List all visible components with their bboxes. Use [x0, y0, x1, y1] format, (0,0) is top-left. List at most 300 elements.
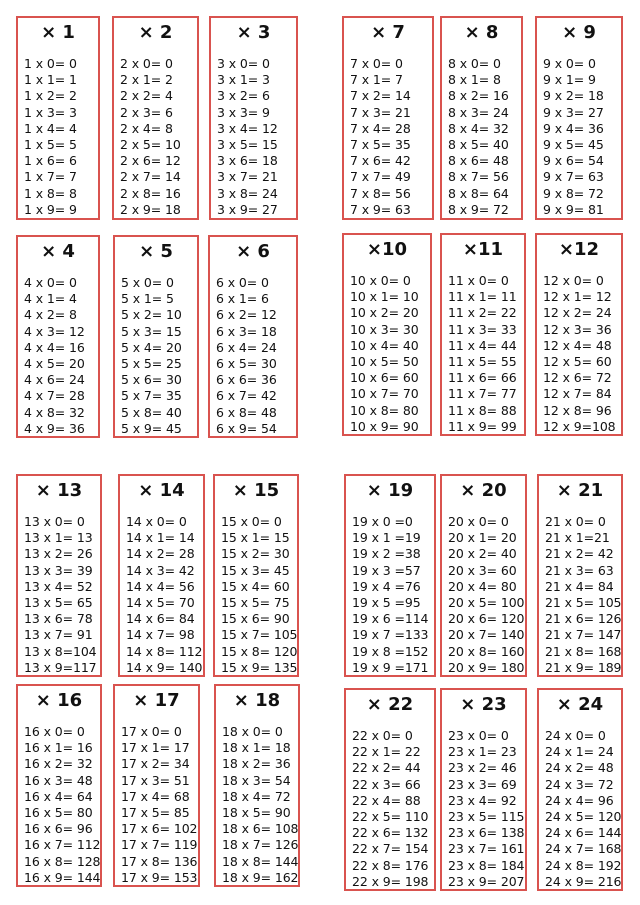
table-row: 22 x 8= 176: [352, 857, 429, 873]
table-row: 6 x 5= 30: [216, 356, 277, 372]
table-row: 11 x 8= 88: [448, 402, 517, 418]
table-row: 1 x 3= 3: [24, 104, 77, 120]
table-title: ×12: [558, 239, 600, 260]
table-rows: [545, 728, 622, 890]
table-row: 15 x 9= 135: [221, 659, 298, 675]
table-title: × 13: [35, 480, 83, 501]
table-row: 20 x 7= 140: [448, 627, 525, 643]
table-row: 22 x 5= 110: [352, 809, 429, 825]
table-rows: [352, 514, 432, 676]
times-table-card: [16, 16, 100, 220]
table-rows: [217, 56, 294, 218]
table-row: 13 x 5= 65: [24, 595, 93, 611]
table-row: 9 x 2= 18: [543, 88, 604, 104]
table-row: 10 x 4= 40: [350, 337, 419, 353]
table-row: 6 x 0= 0: [216, 275, 269, 290]
table-row: 1 x 6= 6: [24, 153, 77, 169]
table-title: × 1: [41, 22, 75, 43]
table-title: × 3: [236, 22, 271, 43]
table-row: 5 x 5= 25: [121, 356, 182, 372]
times-table-card: [537, 688, 623, 891]
table-row: 10 x 2= 20: [350, 305, 419, 321]
table-row: 14 x 0= 0: [126, 514, 187, 529]
table-row: 21 x 3= 63: [545, 562, 614, 578]
table-row: 13 x 8=104: [24, 643, 97, 659]
table-row: 17 x 2= 34: [121, 756, 190, 772]
table-row: 20 x 9= 180: [448, 659, 525, 675]
table-row: 5 x 7= 35: [121, 388, 182, 404]
table-row: 21 x 8= 168: [545, 643, 622, 659]
times-table-card: [209, 16, 298, 220]
times-table-card: [113, 235, 199, 438]
table-row: 20 x 3= 60: [448, 562, 517, 578]
table-row: 10 x 7= 70: [350, 386, 419, 402]
times-table-card: [440, 688, 527, 891]
table-row: 19 x 0 =0: [352, 514, 413, 529]
table-title: × 9: [562, 22, 596, 43]
table-row: 15 x 7= 105: [221, 627, 298, 643]
table-row: 14 x 3= 42: [126, 562, 195, 578]
table-row: 8 x 6= 48: [448, 153, 509, 169]
times-table-card: [344, 474, 436, 677]
times-table-card: [113, 684, 200, 887]
table-row: 19 x 9 =171: [352, 659, 429, 675]
table-row: 10 x 3= 30: [350, 321, 419, 337]
table-row: 2 x 3= 6: [120, 104, 173, 120]
table-row: 3 x 4= 12: [217, 120, 278, 136]
table-row: 16 x 2= 32: [24, 756, 93, 772]
table-row: 20 x 2= 40: [448, 546, 517, 562]
table-row: 8 x 9= 72: [448, 201, 509, 217]
table-row: 22 x 9= 198: [352, 873, 429, 889]
table-row: 12 x 2= 24: [543, 305, 612, 321]
table-row: 7 x 7= 49: [350, 169, 411, 185]
table-rows: [448, 273, 522, 435]
table-row: 23 x 6= 138: [448, 825, 525, 841]
table-rows: [221, 514, 298, 676]
table-rows: [350, 56, 430, 218]
table-row: 9 x 7= 63: [543, 169, 604, 185]
table-row: 19 x 4 =76: [352, 578, 421, 594]
table-title: × 15: [232, 480, 280, 501]
times-table-card: [440, 16, 523, 220]
table-row: 11 x 4= 44: [448, 337, 517, 353]
table-title: × 18: [233, 690, 281, 711]
table-rows: [543, 56, 619, 218]
table-row: 24 x 0= 0: [545, 728, 606, 743]
table-row: 2 x 9= 18: [120, 201, 181, 217]
table-row: 12 x 0= 0: [543, 273, 604, 288]
table-row: 2 x 0= 0: [120, 56, 173, 71]
table-row: 6 x 3= 18: [216, 323, 277, 339]
times-table-card: [118, 474, 205, 677]
table-row: 4 x 6= 24: [24, 372, 85, 388]
table-row: 11 x 6= 66: [448, 370, 517, 386]
table-row: 15 x 2= 30: [221, 546, 290, 562]
table-row: 5 x 8= 40: [121, 404, 182, 420]
table-row: 18 x 7= 126: [222, 837, 299, 853]
table-row: 14 x 8= 112: [126, 643, 203, 659]
table-row: 17 x 0= 0: [121, 724, 182, 739]
table-row: 17 x 4= 68: [121, 788, 190, 804]
table-row: 9 x 1= 9: [543, 72, 596, 88]
times-table-card: [16, 684, 102, 887]
table-title: ×10: [366, 239, 408, 260]
table-row: 3 x 9= 27: [217, 201, 278, 217]
table-row: 15 x 8= 120: [221, 643, 298, 659]
table-title: × 8: [464, 22, 499, 43]
table-row: 1 x 1= 1: [24, 72, 77, 88]
table-row: 10 x 1= 10: [350, 289, 419, 305]
table-row: 24 x 9= 216: [545, 873, 622, 889]
table-row: 19 x 3 =57: [352, 562, 421, 578]
table-title: × 16: [35, 690, 83, 711]
table-row: 1 x 4= 4: [24, 120, 77, 136]
table-row: 22 x 3= 66: [352, 776, 421, 792]
table-row: 14 x 7= 98: [126, 627, 195, 643]
times-table-card: [213, 474, 299, 677]
table-rows: [216, 275, 294, 437]
table-row: 20 x 6= 120: [448, 611, 525, 627]
table-rows: [24, 514, 98, 676]
table-row: 23 x 0= 0: [448, 728, 509, 743]
table-row: 22 x 7= 154: [352, 841, 429, 857]
table-row: 12 x 4= 48: [543, 337, 612, 353]
table-rows: [448, 728, 523, 890]
table-row: 15 x 0= 0: [221, 514, 282, 529]
table-rows: [121, 275, 195, 437]
table-row: 21 x 9= 189: [545, 659, 622, 675]
table-row: 24 x 3= 72: [545, 776, 614, 792]
table-row: 5 x 0= 0: [121, 275, 174, 290]
table-row: 21 x 6= 126: [545, 611, 622, 627]
table-row: 18 x 1= 18: [222, 740, 291, 756]
table-row: 18 x 3= 54: [222, 772, 291, 788]
table-row: 7 x 6= 42: [350, 153, 411, 169]
table-row: 16 x 9= 144: [24, 869, 101, 885]
times-table-card: [440, 233, 526, 436]
table-rows: [352, 728, 432, 890]
table-row: 23 x 9= 207: [448, 873, 525, 889]
table-row: 4 x 5= 20: [24, 356, 85, 372]
table-title: × 5: [139, 241, 173, 262]
table-row: 16 x 1= 16: [24, 740, 93, 756]
table-row: 8 x 8= 64: [448, 185, 509, 201]
times-table-card: [537, 474, 623, 677]
table-row: 11 x 3= 33: [448, 321, 517, 337]
table-rows: [120, 56, 195, 218]
table-row: 17 x 5= 85: [121, 805, 190, 821]
table-row: 12 x 3= 36: [543, 321, 612, 337]
table-rows: [121, 724, 196, 886]
table-row: 14 x 4= 56: [126, 578, 195, 594]
table-row: 1 x 0= 0: [24, 56, 77, 71]
table-row: 16 x 8= 128: [24, 853, 101, 869]
table-row: 11 x 1= 11: [448, 289, 517, 305]
table-row: 13 x 1= 13: [24, 530, 93, 546]
table-row: 23 x 8= 184: [448, 857, 525, 873]
table-row: 5 x 1= 5: [121, 291, 174, 307]
table-row: 6 x 4= 24: [216, 339, 277, 355]
times-table-card: [535, 16, 623, 220]
table-row: 6 x 2= 12: [216, 307, 277, 323]
table-row: 21 x 1=21: [545, 530, 610, 546]
table-row: 6 x 1= 6: [216, 291, 269, 307]
table-row: 4 x 1= 4: [24, 291, 77, 307]
table-row: 7 x 8= 56: [350, 185, 411, 201]
table-rows: [448, 514, 523, 676]
table-title: × 21: [556, 480, 604, 501]
times-table-card: [16, 474, 102, 677]
table-row: 20 x 5= 100: [448, 595, 525, 611]
table-row: 9 x 8= 72: [543, 185, 604, 201]
table-row: 2 x 7= 14: [120, 169, 181, 185]
times-table-card: [344, 688, 436, 891]
table-row: 8 x 5= 40: [448, 137, 509, 153]
table-row: 4 x 9= 36: [24, 420, 85, 436]
table-row: 19 x 1 =19: [352, 530, 421, 546]
table-rows: [24, 56, 96, 218]
table-row: 24 x 6= 144: [545, 825, 622, 841]
table-row: 21 x 0= 0: [545, 514, 606, 529]
table-row: 15 x 4= 60: [221, 578, 290, 594]
table-row: 20 x 0= 0: [448, 514, 509, 529]
table-row: 17 x 7= 119: [121, 837, 198, 853]
table-title: × 14: [138, 480, 185, 501]
table-row: 17 x 6= 102: [121, 821, 198, 837]
times-table-card: [112, 16, 199, 220]
table-row: 9 x 4= 36: [543, 120, 604, 136]
table-row: 10 x 0= 0: [350, 273, 411, 288]
table-row: 3 x 1= 3: [217, 72, 270, 88]
table-rows: [448, 56, 519, 218]
table-row: 19 x 6 =114: [352, 611, 429, 627]
table-row: 16 x 7= 112: [24, 837, 101, 853]
table-title: × 19: [366, 480, 414, 501]
table-row: 1 x 8= 8: [24, 185, 77, 201]
table-row: 13 x 9=117: [24, 659, 97, 675]
table-row: 10 x 9= 90: [350, 418, 419, 434]
table-row: 1 x 9= 9: [24, 201, 77, 217]
table-row: 21 x 2= 42: [545, 546, 614, 562]
table-row: 24 x 4= 96: [545, 792, 614, 808]
table-row: 1 x 5= 5: [24, 137, 77, 153]
table-rows: [543, 273, 619, 435]
table-row: 18 x 2= 36: [222, 756, 291, 772]
table-row: 2 x 2= 4: [120, 88, 173, 104]
table-row: 19 x 8 =152: [352, 643, 429, 659]
table-row: 7 x 0= 0: [350, 56, 403, 71]
table-row: 8 x 7= 56: [448, 169, 509, 185]
table-rows: [24, 724, 101, 886]
table-row: 15 x 1= 15: [221, 530, 290, 546]
times-table-card: [342, 16, 434, 220]
table-row: 24 x 1= 24: [545, 744, 614, 760]
table-row: 10 x 5= 50: [350, 354, 419, 370]
table-row: 18 x 6= 108: [222, 821, 299, 837]
table-row: 14 x 9= 140: [126, 659, 203, 675]
table-row: 6 x 8= 48: [216, 404, 277, 420]
table-title: × 6: [236, 241, 270, 262]
table-title: × 23: [460, 694, 507, 715]
table-row: 12 x 5= 60: [543, 354, 612, 370]
table-row: 12 x 6= 72: [543, 370, 612, 386]
table-row: 9 x 3= 27: [543, 104, 604, 120]
table-row: 1 x 7= 7: [24, 169, 77, 185]
table-row: 16 x 5= 80: [24, 805, 93, 821]
table-row: 22 x 4= 88: [352, 792, 421, 808]
table-row: 3 x 3= 9: [217, 104, 270, 120]
table-row: 4 x 2= 8: [24, 307, 77, 323]
table-row: 23 x 3= 69: [448, 776, 517, 792]
table-row: 16 x 4= 64: [24, 788, 93, 804]
table-row: 15 x 6= 90: [221, 611, 290, 627]
table-row: 5 x 9= 45: [121, 420, 182, 436]
table-row: 16 x 6= 96: [24, 821, 93, 837]
table-row: 10 x 8= 80: [350, 402, 419, 418]
table-title: × 24: [556, 694, 604, 715]
table-row: 17 x 9= 153: [121, 869, 198, 885]
table-row: 24 x 7= 168: [545, 841, 622, 857]
table-row: 3 x 5= 15: [217, 137, 278, 153]
table-row: 17 x 8= 136: [121, 853, 198, 869]
table-row: 5 x 3= 15: [121, 323, 182, 339]
table-row: 18 x 0= 0: [222, 724, 283, 739]
table-row: 7 x 1= 7: [350, 72, 403, 88]
table-row: 24 x 5= 120: [545, 809, 622, 825]
table-row: 8 x 2= 16: [448, 88, 509, 104]
table-row: 23 x 4= 92: [448, 792, 517, 808]
table-row: 2 x 4= 8: [120, 120, 173, 136]
table-row: 23 x 5= 115: [448, 809, 525, 825]
table-row: 5 x 2= 10: [121, 307, 182, 323]
table-row: 9 x 6= 54: [543, 153, 604, 169]
table-row: 9 x 0= 0: [543, 56, 596, 71]
table-row: 15 x 5= 75: [221, 595, 290, 611]
table-row: 5 x 6= 30: [121, 372, 182, 388]
table-title: × 2: [138, 22, 173, 43]
table-row: 13 x 7= 91: [24, 627, 93, 643]
table-title: ×11: [462, 239, 504, 260]
table-row: 8 x 1= 8: [448, 72, 501, 88]
table-row: 4 x 8= 32: [24, 404, 85, 420]
table-title: × 7: [371, 22, 405, 43]
times-table-card: [440, 474, 527, 677]
table-title: × 4: [41, 241, 75, 262]
table-row: 19 x 7 =133: [352, 627, 429, 643]
table-row: 18 x 5= 90: [222, 805, 291, 821]
table-row: 11 x 5= 55: [448, 354, 517, 370]
table-title: × 20: [460, 480, 507, 501]
table-row: 18 x 9= 162: [222, 869, 299, 885]
table-row: 16 x 0= 0: [24, 724, 85, 739]
table-row: 22 x 0= 0: [352, 728, 413, 743]
table-row: 16 x 3= 48: [24, 772, 93, 788]
table-row: 7 x 2= 14: [350, 88, 411, 104]
table-row: 8 x 3= 24: [448, 104, 509, 120]
table-row: 9 x 5= 45: [543, 137, 604, 153]
table-row: 13 x 3= 39: [24, 562, 93, 578]
table-row: 2 x 8= 16: [120, 185, 181, 201]
table-row: 8 x 4= 32: [448, 120, 509, 136]
table-rows: [350, 273, 428, 435]
table-row: 2 x 1= 2: [120, 72, 173, 88]
table-row: 13 x 4= 52: [24, 578, 93, 594]
table-row: 12 x 8= 96: [543, 402, 612, 418]
table-row: 20 x 4= 80: [448, 578, 517, 594]
table-rows: [222, 724, 299, 886]
times-table-card: [535, 233, 623, 436]
table-row: 14 x 6= 84: [126, 611, 195, 627]
table-row: 2 x 5= 10: [120, 137, 181, 153]
table-row: 23 x 7= 161: [448, 841, 525, 857]
times-table-card: [208, 235, 298, 438]
table-row: 24 x 2= 48: [545, 760, 614, 776]
table-row: 13 x 0= 0: [24, 514, 85, 529]
table-row: 19 x 5 =95: [352, 595, 421, 611]
table-row: 13 x 6= 78: [24, 611, 93, 627]
table-row: 4 x 7= 28: [24, 388, 85, 404]
table-row: 23 x 1= 23: [448, 744, 517, 760]
table-row: 8 x 0= 0: [448, 56, 501, 71]
table-row: 4 x 0= 0: [24, 275, 77, 290]
table-row: 7 x 5= 35: [350, 137, 411, 153]
table-row: 19 x 2 =38: [352, 546, 421, 562]
table-row: 7 x 4= 28: [350, 120, 411, 136]
times-table-card: [214, 684, 300, 887]
table-row: 21 x 5= 105: [545, 595, 622, 611]
table-row: 14 x 1= 14: [126, 530, 195, 546]
table-row: 3 x 6= 18: [217, 153, 278, 169]
table-row: 1 x 2= 2: [24, 88, 77, 104]
table-row: 18 x 8= 144: [222, 853, 299, 869]
table-row: 20 x 1= 20: [448, 530, 517, 546]
table-row: 14 x 2= 28: [126, 546, 195, 562]
table-row: 3 x 0= 0: [217, 56, 270, 71]
table-rows: [126, 514, 201, 676]
table-row: 6 x 7= 42: [216, 388, 277, 404]
table-row: 3 x 2= 6: [217, 88, 270, 104]
table-title: × 22: [366, 694, 414, 715]
table-row: 6 x 6= 36: [216, 372, 277, 388]
table-row: 24 x 8= 192: [545, 857, 622, 873]
table-row: 4 x 4= 16: [24, 339, 85, 355]
table-row: 20 x 8= 160: [448, 643, 525, 659]
table-row: 12 x 1= 12: [543, 289, 612, 305]
table-row: 11 x 2= 22: [448, 305, 517, 321]
times-table-card: [342, 233, 432, 436]
table-row: 23 x 2= 46: [448, 760, 517, 776]
table-row: 21 x 4= 84: [545, 578, 614, 594]
table-row: 22 x 6= 132: [352, 825, 429, 841]
table-row: 7 x 3= 21: [350, 104, 411, 120]
table-row: 13 x 2= 26: [24, 546, 93, 562]
table-row: 6 x 9= 54: [216, 420, 277, 436]
table-row: 15 x 3= 45: [221, 562, 290, 578]
table-row: 17 x 3= 51: [121, 772, 190, 788]
table-row: 2 x 6= 12: [120, 153, 181, 169]
table-rows: [545, 514, 622, 676]
table-row: 5 x 4= 20: [121, 339, 182, 355]
table-row: 22 x 2= 44: [352, 760, 421, 776]
table-title: × 17: [133, 690, 180, 711]
table-row: 17 x 1= 17: [121, 740, 190, 756]
table-row: 7 x 9= 63: [350, 201, 411, 217]
table-row: 12 x 7= 84: [543, 386, 612, 402]
table-row: 14 x 5= 70: [126, 595, 195, 611]
table-row: 3 x 7= 21: [217, 169, 278, 185]
table-row: 11 x 7= 77: [448, 386, 517, 402]
